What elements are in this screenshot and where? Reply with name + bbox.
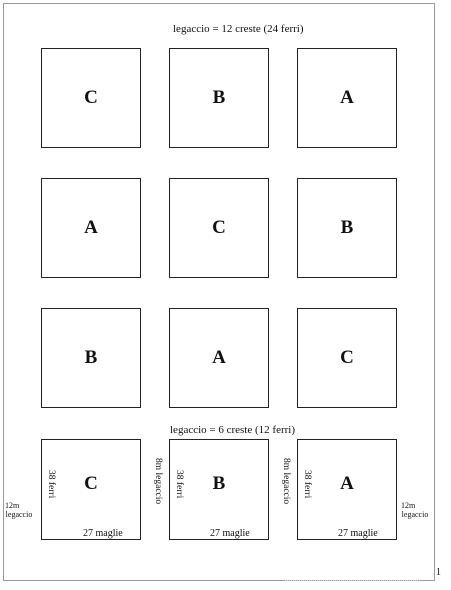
square-letter: A [212, 347, 226, 368]
square-r4-c1 [41, 439, 141, 540]
square-letter: C [212, 217, 226, 238]
square-letter: A [340, 87, 354, 108]
scan-artifact-line [285, 580, 420, 581]
square-r1-c2 [169, 48, 269, 148]
square-letter: B [212, 87, 226, 108]
square-letter: C [340, 347, 354, 368]
width-label-2: 27 maglie [210, 528, 250, 539]
page-number: 1 [436, 567, 441, 578]
square-r2-c3 [297, 178, 397, 278]
square-letter: B [340, 217, 354, 238]
width-label-1: 27 maglie [83, 528, 123, 539]
square-letter: B [212, 473, 226, 494]
square-r1-c3 [297, 48, 397, 148]
square-r3-c1 [41, 308, 141, 408]
middle-heading: legaccio = 6 creste (12 ferri) [170, 424, 295, 436]
edge-label-left [2, 501, 36, 519]
square-r1-c1 [41, 48, 141, 148]
square-r4-c2 [169, 439, 269, 540]
edge-label-right-line1: 12m [401, 501, 416, 510]
edge-label-right-line2: legaccio [401, 510, 429, 519]
square-letter: A [84, 217, 98, 238]
square-r2-c2 [169, 178, 269, 278]
square-r4-c3 [297, 439, 397, 540]
edge-label-left-line1: 12m [5, 501, 20, 510]
square-letter: A [340, 473, 354, 494]
square-letter: C [84, 87, 98, 108]
square-r2-c1 [41, 178, 141, 278]
square-r3-c3 [297, 308, 397, 408]
height-label-2: 38 ferri [174, 470, 184, 499]
height-label-1: 38 ferri [46, 470, 56, 499]
edge-label-right [398, 501, 432, 519]
edge-label-left-line2: legaccio [5, 510, 33, 519]
top-heading: legaccio = 12 creste (24 ferri) [173, 23, 304, 35]
square-letter: B [84, 347, 98, 368]
square-r3-c2 [169, 308, 269, 408]
width-label-3: 27 maglie [338, 528, 378, 539]
height-label-3: 38 ferri [302, 470, 312, 499]
gap-label-1: 8m legaccio [153, 458, 163, 505]
square-letter: C [84, 473, 98, 494]
gap-label-2: 8m legaccio [281, 458, 291, 505]
